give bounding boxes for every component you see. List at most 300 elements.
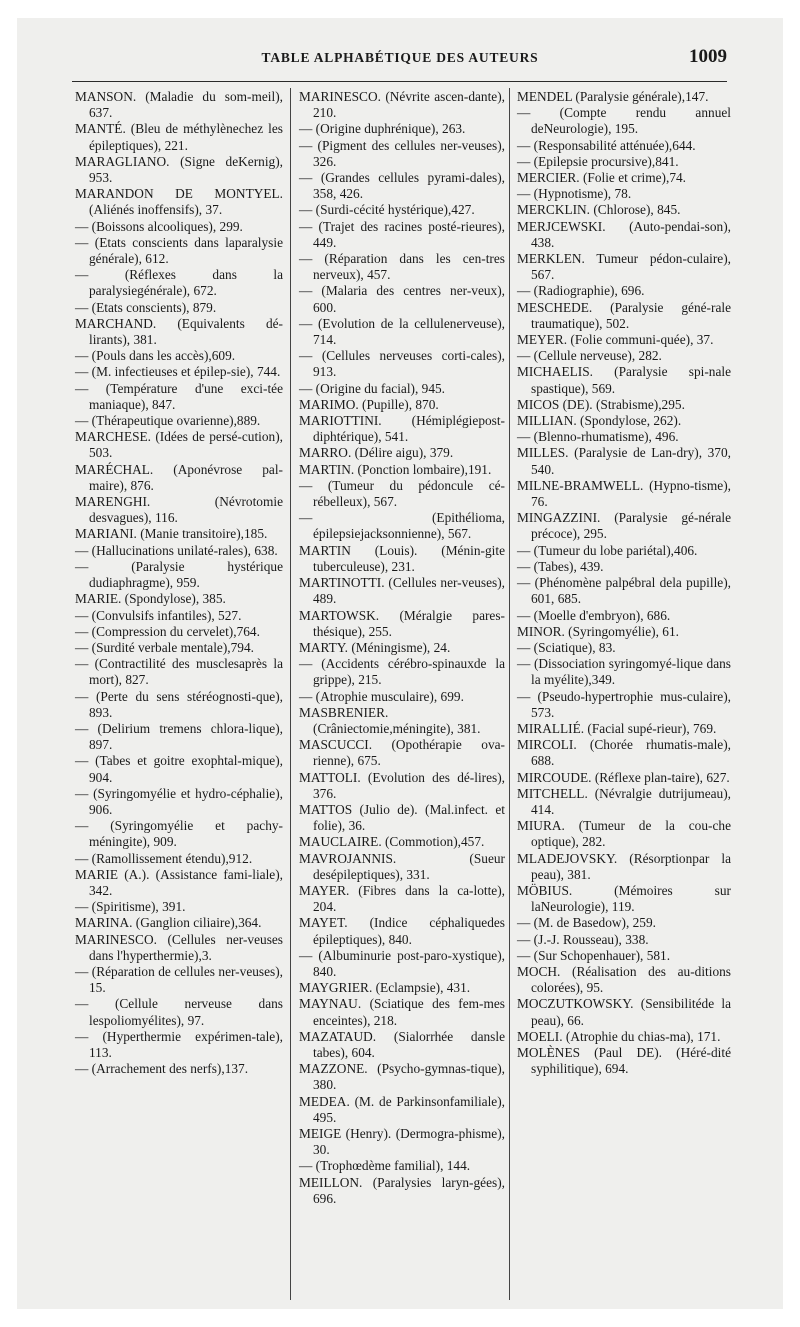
index-entry [75, 851, 283, 867]
entry-line: MARIANI. (Manie transitoire), [75, 526, 244, 542]
index-entry [517, 138, 731, 154]
entry-continuation: 841. [655, 153, 679, 169]
index-entry [75, 219, 283, 235]
entry-continuation: que), 893. [89, 688, 283, 720]
entry-line: — (Evolution de la cellule [299, 315, 450, 331]
index-entry [517, 851, 731, 883]
entry-line: — (Convulsifs infantiles), 527. [75, 607, 242, 623]
entry-continuation: 427. [451, 202, 475, 218]
entry-continuation: familiale), 495. [313, 1093, 505, 1125]
entry-continuation: ma), 171. [669, 1028, 721, 1044]
entry-continuation: dante), 210. [313, 89, 505, 121]
scanned-page [17, 18, 783, 1309]
entry-line: MARIOTTINI. (Hémiplégie [299, 413, 479, 429]
entry-line: MAYNAU. (Sciatique des fem- [299, 996, 484, 1012]
index-entry [517, 510, 731, 542]
index-entry [517, 300, 731, 332]
entry-continuation: après la mort), 827. [89, 656, 283, 688]
entry-continuation: 889. [236, 413, 261, 429]
entry-continuation: 74. [669, 170, 687, 186]
entry-continuation: Kernig), 953. [89, 153, 283, 186]
entry-line: — (Delirium tremens chlora- [75, 720, 249, 736]
index-entry [299, 575, 505, 607]
entry-line: — (Tumeur du lobe pariétal), [517, 542, 675, 558]
entry-line: — (Spiritisme), 391. [75, 899, 186, 915]
index-entry [517, 543, 731, 559]
entry-continuation: la pupille), 601, 685. [531, 575, 731, 607]
index-entry [75, 413, 283, 429]
entry-continuation: de la peau), 66. [531, 996, 732, 1028]
entry-line: MANSON. (Maladie du som- [75, 89, 252, 104]
entry-continuation: tique), 380. [313, 1061, 505, 1093]
entry-continuation: lires), 376. [313, 769, 505, 801]
entry-line: MAVROJANNIS. (Sueur des [299, 850, 505, 882]
index-entry [75, 1061, 283, 1077]
entry-line: — (Contractilité des muscles [75, 656, 239, 672]
entry-line: — (Hypnotisme), 78. [517, 186, 632, 202]
index-column-3 [517, 89, 731, 1077]
entry-continuation: phisme), 30. [313, 1126, 505, 1158]
entry-continuation: diaphragme), 959. [102, 575, 200, 591]
entry-line: MARTIN. (Ponction lombaire), [299, 461, 468, 477]
entry-line: MATTOS (Julio de). (Mal. [299, 801, 455, 817]
index-entry [75, 689, 283, 721]
index-entry [517, 429, 731, 445]
index-entry [299, 121, 505, 137]
index-entry [75, 624, 283, 640]
entry-line: MILLIAN. (Spondylose, 262). [517, 413, 682, 429]
entry-continuation: maire), 876. [89, 477, 154, 493]
index-entry [299, 348, 505, 380]
entry-continuation: 349. [591, 672, 616, 688]
entry-line: — (Etats conscients), 879. [75, 299, 217, 315]
entry-line: MESCHEDE. (Paralysie géné- [517, 299, 711, 315]
index-entry [517, 89, 731, 105]
index-entry [75, 818, 283, 850]
index-entry [75, 608, 283, 624]
entry-line: — (Origine du facial), 945. [299, 380, 445, 396]
index-entry [75, 235, 283, 267]
entry-line: MIURA. (Tumeur de la cou- [517, 818, 713, 834]
entry-continuation: lirants), 381. [89, 332, 157, 348]
index-entry [517, 283, 731, 299]
entry-continuation: tres nerveux), 457. [313, 251, 505, 283]
index-entry [517, 656, 731, 688]
index-entry [75, 932, 283, 964]
entry-continuation: lique), 897. [89, 720, 283, 753]
entry-continuation: tale), 113. [89, 1028, 283, 1060]
index-entry [75, 867, 283, 899]
index-entry [299, 413, 505, 445]
index-entry [517, 1029, 731, 1045]
entry-continuation: 147. [685, 89, 709, 104]
entry-line: MANTÉ. (Bleu de méthylène [75, 121, 239, 137]
entry-line: — (Pseudo-hypertrophie mus- [517, 688, 687, 704]
entry-continuation: jacksonnienne), 567. [360, 526, 472, 542]
index-entry [517, 364, 731, 396]
entry-line: MICOS (DE). (Strabisme), [517, 396, 662, 412]
index-entry [75, 656, 283, 688]
index-entry [299, 640, 505, 656]
entry-line: — (Etats conscients dans la [75, 234, 235, 250]
index-entry [75, 300, 283, 316]
index-entry [299, 462, 505, 478]
entry-line: — (Tumeur du pédoncule cé- [299, 477, 505, 493]
entry-continuation: 137. [224, 1061, 249, 1077]
index-entry [517, 559, 731, 575]
entry-line: — (Boissons alcooliques), 299. [75, 218, 243, 234]
index-entry [517, 251, 731, 283]
entry-line: MATTOLI. (Evolution des dé- [299, 769, 475, 785]
entry-continuation: rieur), 769. [656, 720, 717, 736]
entry-line: — (Trajet des racines posté- [299, 218, 461, 234]
entry-continuation: gite tuberculeuse), 231. [313, 542, 505, 574]
entry-line: — (Pigment des cellules ner- [299, 137, 462, 153]
index-entry [75, 640, 283, 656]
index-entry [299, 510, 505, 542]
entry-line: — (Radiographie), 696. [517, 283, 645, 299]
entry-line: — (Origine duphrénique), 263. [299, 121, 466, 137]
entry-continuation: 764. [236, 623, 260, 639]
entry-line: — (Trophœdème familial), 144. [299, 1158, 471, 1174]
entry-line: — (Tabes et goitre exophtal- [75, 753, 242, 769]
entry-continuation: 912. [228, 850, 253, 866]
entry-continuation: Neurologie), 119. [540, 899, 635, 915]
entry-line: MARIMO. (Pupille), 870. [299, 396, 439, 412]
entry-line: MARINA. (Ganglion ciliaire), [75, 915, 239, 931]
index-entry [517, 932, 731, 948]
entry-continuation: épileptiques), 331. [330, 866, 430, 882]
entry-line: — (Syringomyélie et hydro- [75, 785, 231, 801]
entry-continuation: trijumeau), 414. [531, 785, 731, 817]
entry-continuation: lotte), 204. [313, 882, 505, 915]
entry-line: — (Température d'une exci- [75, 380, 268, 396]
entry-line: MEILLON. (Paralysies laryn- [299, 1174, 474, 1190]
entry-continuation: sie), 744. [231, 364, 281, 380]
entry-line: MAYET. (Indice céphalique [299, 915, 488, 931]
index-entry [517, 996, 731, 1028]
entry-continuation: veux), 600. [313, 283, 505, 315]
entry-line: — (Epithélioma, épilepsie [299, 510, 505, 542]
index-entry [75, 526, 283, 542]
index-entry [299, 705, 505, 737]
index-entry [299, 478, 505, 510]
entry-line: MOELI. (Atrophie du chias- [517, 1028, 670, 1044]
index-entry [75, 915, 283, 931]
index-entry [299, 737, 505, 769]
entry-line: — (Grandes cellules pyrami- [299, 170, 470, 186]
index-entry [75, 721, 283, 753]
entry-continuation: rale traumatique), 502. [531, 299, 731, 331]
entry-line: — (Syringomyélie et pachy- [75, 818, 283, 834]
entry-continuation: par la peau), 381. [531, 850, 731, 882]
entry-line: MICHAELIS. (Paralysie spi- [517, 364, 709, 380]
entry-line: MIRCOUDE. (Réflexe plan- [517, 769, 672, 785]
index-entry [75, 429, 283, 461]
entry-line: — (Paralysie hystérique du [75, 558, 283, 591]
entry-continuation: de la grippe), 215. [313, 656, 505, 688]
entry-line: MARTIN (Louis). (Ménin- [299, 542, 485, 558]
entry-continuation: gées), 696. [313, 1174, 505, 1206]
entry-line: MILNE-BRAMWELL. (Hypno- [517, 477, 695, 493]
entry-continuation: méningite), 909. [89, 834, 177, 850]
entry-continuation: Neurologie), 195. [543, 121, 639, 137]
entry-continuation: xystique), 840. [313, 947, 505, 979]
entry-line: MINGAZZINI. (Paralysie gé- [517, 510, 699, 526]
entry-continuation: 3. [201, 947, 212, 963]
entry-continuation: mes enceintes), 218. [313, 996, 505, 1028]
page-number: 1009 [689, 46, 727, 67]
index-entry [75, 186, 283, 218]
entry-line: MARIE. (Spondylose), 385. [75, 591, 226, 607]
index-entry [299, 381, 505, 397]
entry-continuation: culaire), 573. [531, 688, 731, 720]
entry-continuation: veuses), 489. [313, 575, 505, 607]
entry-line: MILLES. (Paralysie de Lan- [517, 445, 677, 461]
index-entry [75, 964, 283, 996]
index-entry [517, 348, 731, 364]
entry-line: — (Réparation dans les cen- [299, 251, 486, 267]
entry-line: MASBRENIER. (Crâniectomie, [299, 704, 393, 736]
entry-line: MERCKLIN. (Chlorose), 845. [517, 202, 681, 218]
entry-line: MINOR. (Syringomyélie), 61. [517, 623, 679, 639]
entry-line: — (Phénomène palpébral de [517, 575, 673, 591]
index-entry [299, 397, 505, 413]
index-entry [299, 851, 505, 883]
index-entry [75, 753, 283, 785]
entry-line: MAZATAUD. (Sialorrhée dans [299, 1028, 496, 1044]
entry-continuation: 644. [672, 137, 696, 153]
index-entry [517, 445, 731, 477]
index-entry [75, 316, 283, 348]
entry-line: MARTOWSK. (Méralgie pares- [299, 607, 505, 623]
entry-continuation: thésique), 255. [313, 623, 392, 639]
entry-line: — (Moelle d'embryon), 686. [517, 607, 671, 623]
index-entry [75, 1029, 283, 1061]
entry-line: — (Compte rendu annuel de [517, 105, 731, 137]
index-entry [299, 1094, 505, 1126]
index-entry [517, 770, 731, 786]
index-entry [517, 186, 731, 202]
index-column-2 [299, 89, 505, 1207]
entry-line: — (Tabes), 439. [517, 558, 604, 574]
index-entry [75, 89, 283, 121]
entry-line: — (M. de Basedow), 259. [517, 915, 656, 931]
index-entry [75, 348, 283, 364]
entry-line: MITCHELL. (Névralgie du [517, 785, 673, 801]
entry-continuation: 609. [211, 348, 236, 364]
entry-continuation: 794. [230, 639, 254, 655]
index-entry [299, 802, 505, 834]
entry-continuation: dales), 358, 426. [313, 170, 505, 202]
index-entry [299, 251, 505, 283]
entry-line: — (Hyperthermie expérimen- [75, 1028, 256, 1044]
entry-continuation: le tabes), 604. [313, 1028, 505, 1060]
entry-line: MEYER. (Folie communi- [517, 332, 661, 348]
index-entry [517, 478, 731, 510]
entry-continuation: 295. [661, 396, 685, 412]
entry-continuation: dité syphilitique), 694. [531, 1044, 731, 1077]
entry-line: — (Hallucinations unilaté- [75, 542, 219, 558]
entry-line: MIRCOLI. (Chorée rhumatis- [517, 737, 698, 753]
entry-line: — (Cellule nerveuse), 282. [517, 348, 662, 364]
entry-continuation: cution), 503. [89, 429, 283, 461]
index-entry [517, 786, 731, 818]
entry-line: — (Thérapeutique ovarienne), [75, 413, 237, 429]
entry-continuation: veuses dans l'hyperthermie), [89, 931, 283, 963]
index-entry [299, 543, 505, 575]
index-entry [299, 283, 505, 315]
entry-line: — (Ramollissement étendu), [75, 850, 229, 866]
entry-continuation: nerveuse), 714. [313, 315, 505, 348]
index-entry [299, 138, 505, 170]
index-entry [299, 915, 505, 947]
index-entry [517, 105, 731, 137]
entry-continuation: dry), 370, 540. [531, 445, 731, 477]
entry-continuation: son), 438. [531, 218, 731, 250]
entry-line: MAZZONE. (Psycho-gymnas- [299, 1061, 471, 1077]
entry-continuation: tisme), 76. [531, 477, 731, 510]
entry-line: — (M. infectieuses et épilep- [75, 364, 231, 380]
entry-continuation: méningite), 381. [392, 720, 481, 736]
index-entry [75, 786, 283, 818]
index-entry [517, 948, 731, 964]
entry-continuation: ditions colorées), 95. [531, 963, 731, 996]
entry-line: MOCH. (Réalisation des au- [517, 963, 695, 979]
index-entry [517, 689, 731, 721]
entry-continuation: culaire), 567. [531, 251, 731, 283]
entry-continuation: quée), 37. [660, 332, 714, 348]
column-divider [509, 88, 510, 1300]
entry-line: MARTY. (Méningisme), 24. [299, 639, 451, 655]
entry-line: — (Cellule nerveuse dans les [75, 996, 283, 1028]
entry-line: — (Sur Schopenhauer), 581. [517, 947, 671, 963]
entry-line: — (Cellules nerveuses corti- [299, 348, 471, 364]
entry-continuation: mique), 904. [89, 753, 283, 785]
running-head [17, 46, 783, 74]
entry-continuation: nale spastique), 569. [531, 364, 731, 396]
entry-continuation: (Aliénés inoffensifs), 37. [89, 202, 223, 218]
index-entry [75, 899, 283, 915]
index-entry [75, 364, 283, 380]
entry-line: MLADEJOVSKY. (Résorption [517, 850, 693, 866]
entry-continuation: 185. [243, 526, 268, 542]
entry-continuation: 406. [674, 542, 698, 558]
entry-continuation: rienne), 675. [313, 753, 381, 769]
index-entry [299, 1029, 505, 1061]
index-entry [299, 316, 505, 348]
entry-line: MEIGE (Henry). (Dermogra- [299, 1126, 459, 1141]
index-entry [299, 1061, 505, 1093]
index-entry [75, 154, 283, 186]
index-entry [517, 737, 731, 769]
entry-continuation: liale), 342. [89, 866, 283, 898]
entry-continuation: poliomyélites), 97. [103, 1012, 205, 1028]
index-entry [299, 770, 505, 802]
index-entry [517, 170, 731, 186]
index-entry [75, 494, 283, 526]
index-entry [75, 381, 283, 413]
entry-line: — (Surdi-cécité hystérique), [299, 202, 452, 218]
index-entry [299, 89, 505, 121]
entry-continuation: rieures), 449. [313, 218, 505, 250]
entry-line: — (Responsabilité atténuée), [517, 137, 673, 153]
index-entry [517, 721, 731, 737]
entry-line: MOLÈNES (Paul DE). (Héré- [517, 1044, 711, 1060]
index-entry [299, 1126, 505, 1158]
entry-continuation: rébelleux), 567. [313, 494, 398, 510]
entry-line: MARCHESE. (Idées de persé- [75, 429, 242, 445]
entry-line: MIRALLIÉ. (Facial supé- [517, 720, 657, 736]
index-entry [517, 640, 731, 656]
index-entry [517, 1045, 731, 1077]
index-entry [517, 964, 731, 996]
entry-line: MARENGHI. (Névrotomie des [75, 494, 283, 526]
entry-continuation: veuses), 326. [313, 137, 505, 169]
entry-line: — (Réparation de cellules ner- [75, 963, 240, 979]
entry-line: MAYER. (Fibres dans la ca- [299, 882, 474, 898]
entry-line: MERJCEWSKI. (Auto-pendai- [517, 218, 705, 234]
entry-line: — (Dissociation syringomyé- [517, 656, 677, 672]
entry-continuation: post-diphtérique), 541. [313, 413, 505, 445]
entry-line: — (J.-J. Rousseau), 338. [517, 931, 649, 947]
entry-continuation: che optique), 282. [531, 818, 731, 850]
index-entry [517, 154, 731, 170]
entry-line: — (Epilepsie procursive), [517, 153, 656, 169]
index-entry [517, 202, 731, 218]
index-entry [517, 332, 731, 348]
entry-continuation: paralysie générale), 612. [89, 234, 283, 267]
index-entry [299, 445, 505, 461]
entry-line: — (Malaria des centres ner- [299, 283, 472, 299]
entry-line: — (Albuminurie post-paro- [299, 947, 452, 963]
entry-line: — (Atrophie musculaire), 699. [299, 688, 464, 704]
entry-line: MASCUCCI. (Opothérapie ova- [299, 737, 505, 753]
entry-line: — (Sciatique), 83. [517, 639, 616, 655]
index-entry [517, 413, 731, 429]
index-entry [517, 219, 731, 251]
entry-line: MARINESCO. (Névrite ascen- [299, 89, 469, 104]
index-entry [517, 624, 731, 640]
entry-line: MÖBIUS. (Mémoires sur la [517, 882, 731, 915]
entry-continuation: tée maniaque), 847. [89, 380, 283, 412]
entry-line: — (Arrachement des nerfs), [75, 1061, 225, 1077]
index-entry [517, 575, 731, 607]
index-entry [75, 559, 283, 591]
index-entry [299, 980, 505, 996]
header-rule [72, 81, 727, 82]
index-entry [299, 219, 505, 251]
entry-continuation: 457. [460, 834, 485, 850]
entry-line: MAYGRIER. (Eclampsie), 431. [299, 980, 471, 996]
index-entry [299, 689, 505, 705]
entry-line: — (Surdité verbale mentale), [75, 639, 231, 655]
entry-line: MARANDON DE MONTYEL. [75, 186, 283, 202]
index-column-1 [75, 89, 283, 1077]
index-entry [299, 1175, 505, 1207]
index-entry [299, 608, 505, 640]
entry-continuation: céphalie), 906. [89, 785, 283, 817]
entry-line: — (Compression du cervelet), [75, 623, 237, 639]
entry-continuation: vagues), 116. [106, 510, 178, 526]
entry-continuation: 191. [467, 461, 492, 477]
entry-line: MARRO. (Délire aigu), 379. [299, 445, 454, 461]
entry-line: MARAGLIANO. (Signe de [75, 153, 239, 169]
entry-line: MERCIER. (Folie et crime), [517, 170, 670, 186]
index-entry [517, 608, 731, 624]
index-entry [517, 397, 731, 413]
entry-continuation: veuses), 15. [89, 963, 283, 996]
